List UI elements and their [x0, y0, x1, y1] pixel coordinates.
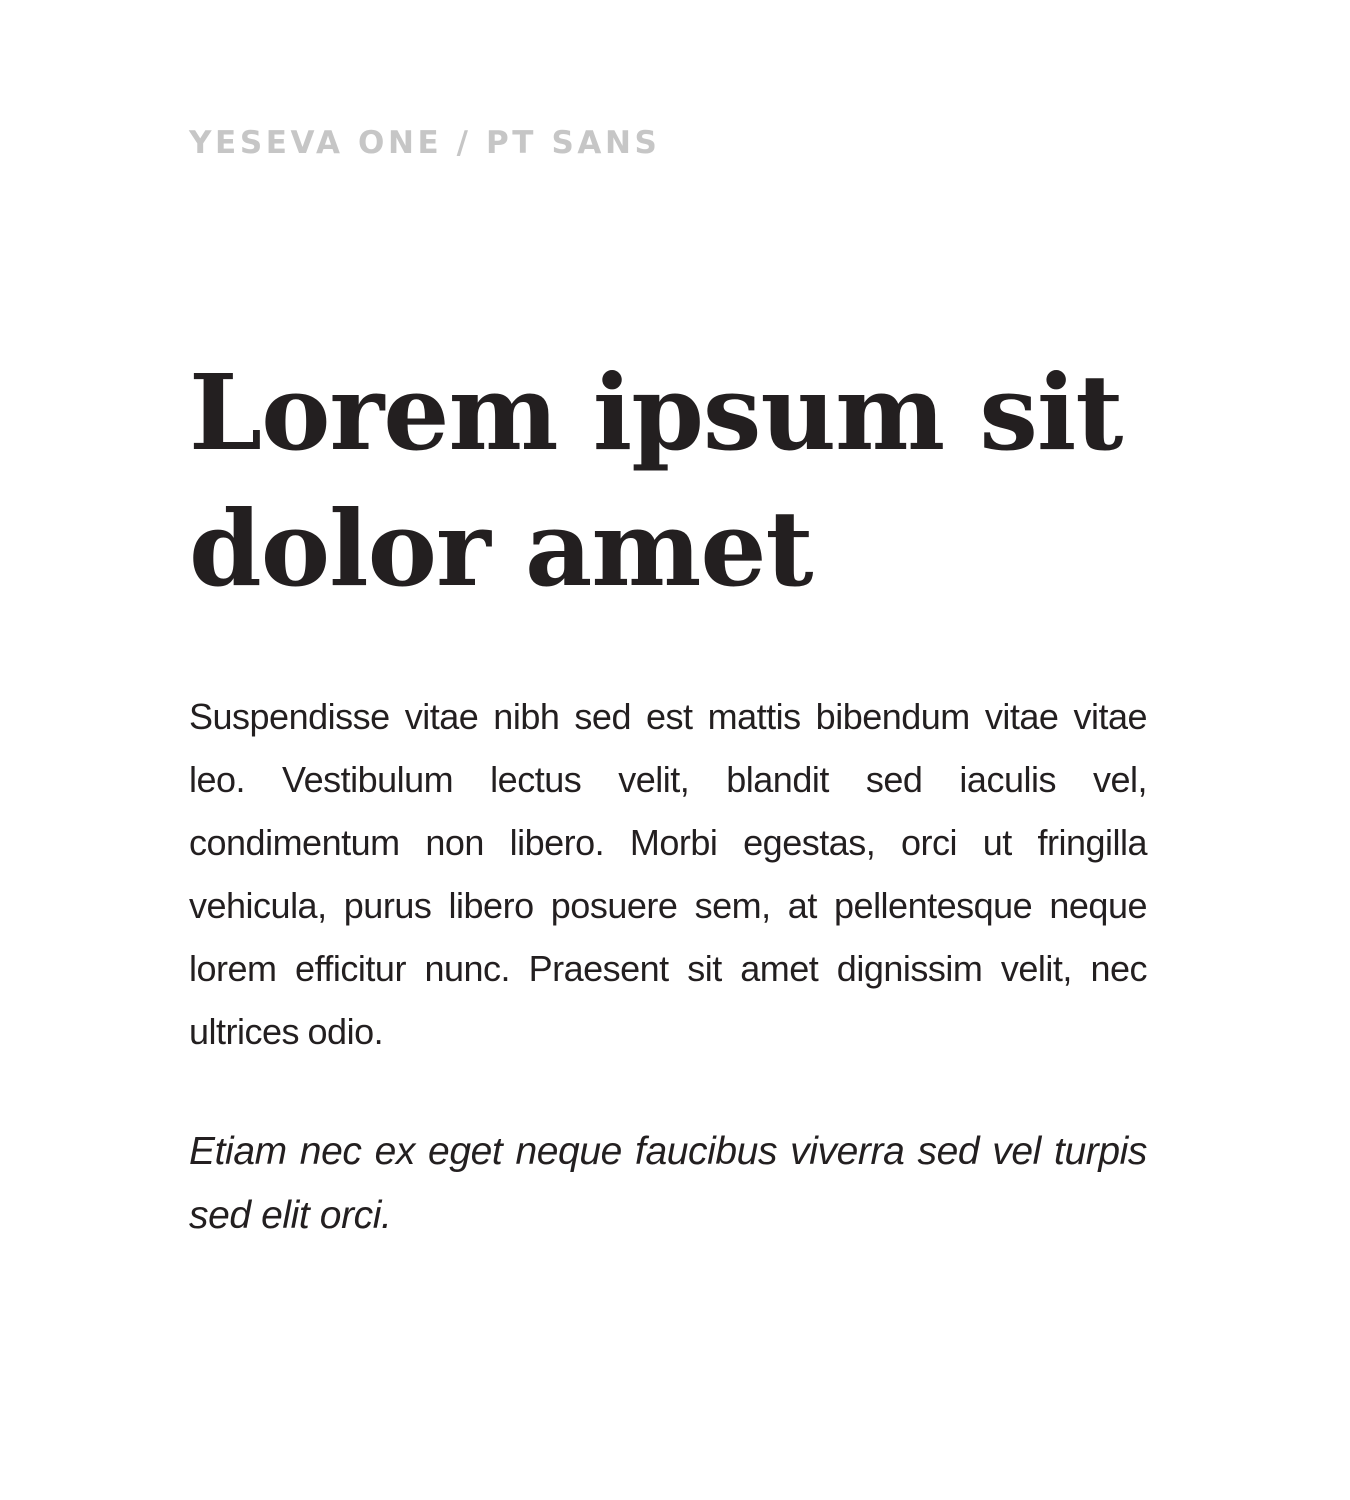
font-pair-label: YESEVA ONE / PT SANS: [189, 125, 661, 161]
italic-paragraph: Etiam nec ex eget neque faucibus viverra sed vel turpis sed elit orci.: [189, 1130, 1147, 1237]
headline: Lorem ipsum sit dolor amet: [189, 351, 1123, 610]
body-paragraph: Suspendisse vitae nibh sed est mattis bibendum vitae vitae leo. Vestibulum lectus velit, blandit sed iaculis vel, condimentum non libero. Morbi egestas, orci ut fringilla vehicula, purus libero posuere sem, at pellentesque neque lorem efficitur nunc. Praesent sit amet dignissim velit, nec ultrices odio.: [189, 696, 1147, 1052]
